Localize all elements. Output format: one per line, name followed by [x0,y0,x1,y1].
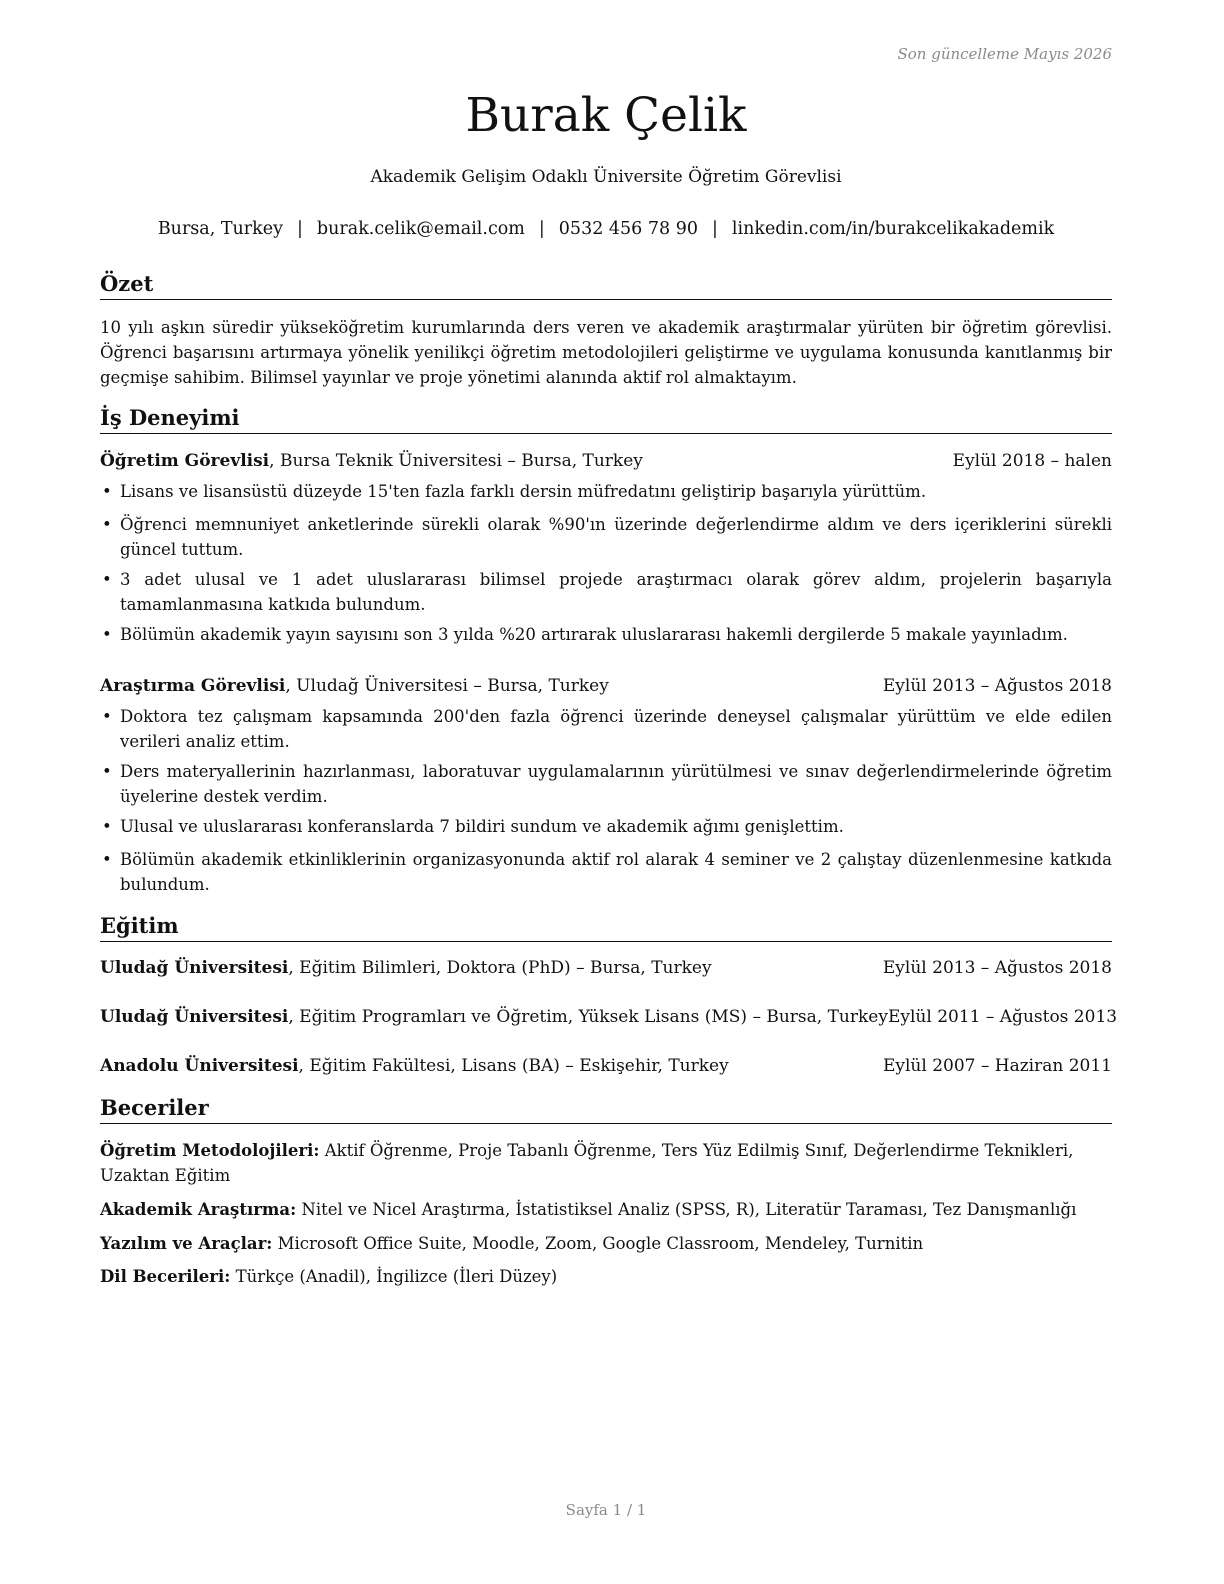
section-title-skills: Beceriler [100,1095,1112,1124]
job-bullet-text: Bölümün akademik etkinliklerinin organizasyonunda aktif rol alarak 4 seminer ve 2 çalıştay düzenlenmesine katkıda bulundum. [120,850,1112,894]
bullet-dot: • [102,570,112,589]
job-bullet-text: Lisans ve lisansüstü düzeyde 15'ten fazla farklı dersin müfredatını geliştirip başarıyla yürüttüm. [120,482,927,501]
education-school: Anadolu Üniversitesi [100,1056,299,1076]
skill-value: Nitel ve Nicel Araştırma, İstatistiksel Analiz (SPSS, R), Literatür Taraması, Tez Danışmanlığı [296,1200,1077,1219]
skill-label: Akademik Araştırma: [100,1200,297,1219]
bullet-dot: • [102,762,112,781]
skill-label: Yazılım ve Araçlar: [100,1234,273,1253]
contact-line [100,219,1112,239]
job-bullet [100,622,1112,647]
bullet-dot: • [102,515,112,534]
job-dates: Eylül 2018 – halen [952,451,1112,471]
job-bullet-text: Bölümün akademik yayın sayısını son 3 yılda %20 artırarak uluslararası hakemli dergilerde 5 makale yayınladım. [120,625,1068,644]
page-number: Sayfa 1 / 1 [565,1501,647,1519]
job-bullet [100,567,1112,617]
skill-row [100,1138,1112,1188]
skill-row [100,1197,1112,1222]
job-title-line [100,674,609,698]
section-title-education: Eğitim [100,913,1112,942]
summary-text: 10 yılı aşkın süredir yükseköğretim kurumlarında ders veren ve akademik araştırmalar yürüten bir öğretim görevlisi. Öğrenci başarısını artırmaya yönelik yenilikçi öğretim metodolojileri geliştirme ve uygulama konusunda kanıtlanmış bir geçmişe sahibim. Bilimsel yayınlar ve proje yönetimi alanında aktif rol almaktayım. [100,318,1112,387]
contact-separator: | [711,219,718,239]
job-role: Araştırma Görevlisi [100,676,286,696]
contact-separator: | [297,219,303,239]
education-detail: , Eğitim Bilimleri, Doktora (PhD) – Bursa, Turkey [288,958,712,978]
job-bullet [100,512,1112,562]
skill-label: Dil Becerileri: [100,1267,231,1286]
bullet-dot: • [102,625,112,644]
bullet-dot: • [102,707,112,726]
job-bullet [100,479,1112,504]
section-title-summary: Özet [100,271,1112,300]
education-dates: Eylül 2013 – Ağustos 2018 [882,958,1112,978]
contact-email[interactable]: burak.celik@email.com [316,219,525,239]
education-dates: Eylül 2007 – Haziran 2011 [882,1056,1112,1076]
job-bullet-text: 3 adet ulusal ve 1 adet uluslararası bilimsel projede araştırmacı olarak görev aldım, projelerin başarıyla tamamlanmasına katkıda bulundum. [120,570,1112,614]
last-updated-note: Son güncelleme Mayıs 2026 [897,45,1112,63]
job-role: Öğretim Görevlisi [100,451,270,471]
job-bullet [100,847,1112,897]
candidate-headline: Akademik Gelişim Odaklı Üniversite Öğretim Görevlisi [370,167,842,187]
bullet-dot: • [102,817,112,836]
job-bullet-text: Doktora tez çalışmam kapsamında 200'den fazla öğrenci üzerinde deneysel çalışmalar yürüttüm ve elde edilen verileri analiz ettim. [120,707,1112,751]
skill-value: Türkçe (Anadil), İngilizce (İleri Düzey) [230,1267,558,1286]
skill-value: Microsoft Office Suite, Moodle, Zoom, Google Classroom, Mendeley, Turnitin [272,1234,924,1253]
education-item [100,1005,1118,1029]
education-detail: , Eğitim Programları ve Öğretim, Yüksek Lisans (MS) – Bursa, Turkey [288,1007,888,1027]
bullet-dot: • [102,850,112,869]
education-title-line [100,956,712,980]
bullet-dot: • [102,482,112,501]
education-title-line [100,1054,729,1078]
education-title-line [100,1005,888,1029]
education-dates: Eylül 2011 – Ağustos 2013 [887,1007,1118,1027]
job-bullet-text: Ders materyallerinin hazırlanması, laboratuvar uygulamalarının yürütülmesi ve sınav değerlendirmelerinde öğretim üyelerine destek verdim. [120,762,1112,806]
contact-location: Bursa, Turkey [157,219,284,239]
section-title-experience: İş Deneyimi [100,405,1112,434]
job-employer: , Uludağ Üniversitesi – Bursa, Turkey [285,676,609,696]
job-header [100,449,1112,473]
resume-page [100,0,1118,1584]
education-school: Uludağ Üniversitesi [100,1007,289,1027]
job-bullet [100,759,1112,809]
job-bullet-text: Ulusal ve uluslararası konferanslarda 7 bildiri sundum ve akademik ağımı genişlettim. [120,817,844,836]
education-school: Uludağ Üniversitesi [100,958,289,978]
contact-separator: | [538,219,545,239]
skill-row [100,1264,1112,1289]
candidate-name: Burak Çelik [465,88,747,143]
job-dates: Eylül 2013 – Ağustos 2018 [882,676,1112,696]
job-employer: , Bursa Teknik Üniversitesi – Bursa, Turkey [269,451,643,471]
contact-phone: 0532 456 78 90 [558,219,698,239]
job-header [100,674,1112,698]
education-item [100,956,1112,980]
skill-label: Öğretim Metodolojileri: [100,1141,320,1160]
job-bullet [100,704,1112,754]
job-title-line [100,449,643,473]
job-bullet-text: Öğrenci memnuniyet anketlerinde sürekli olarak %90'ın üzerinde değerlendirme aldım ve ders içeriklerini sürekli güncel tuttum. [120,515,1112,559]
contact-linkedin[interactable]: linkedin.com/in/burakcelikakademik [731,219,1055,239]
skill-value: Aktif Öğrenme, Proje Tabanlı Öğrenme, Ters Yüz Edilmiş Sınıf, Değerlendirme Teknikleri, Uzaktan Eğitim [100,1141,1074,1185]
education-item [100,1054,1112,1078]
education-detail: , Eğitim Fakültesi, Lisans (BA) – Eskişehir, Turkey [298,1056,729,1076]
job-bullet [100,814,1112,839]
skill-row [100,1231,1112,1256]
